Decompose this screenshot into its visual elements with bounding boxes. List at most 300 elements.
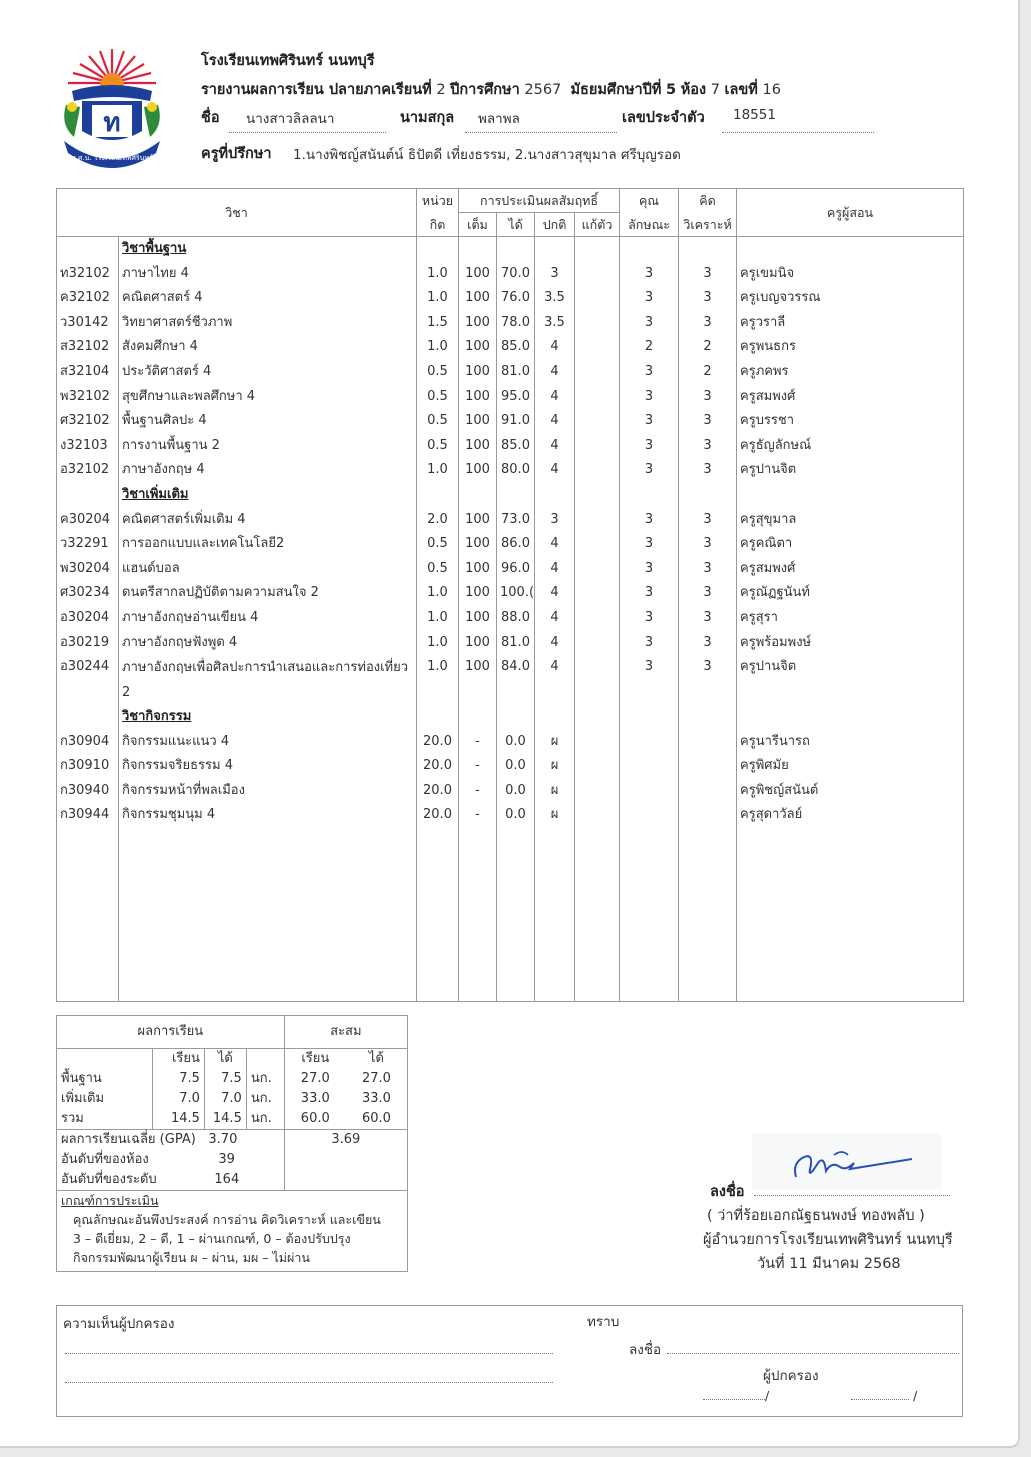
summary-study: 7.0 — [152, 1089, 204, 1109]
cell-credit: 1.0 — [417, 335, 459, 360]
class-rank-value: 39 — [218, 1152, 235, 1167]
table-row — [57, 581, 964, 606]
cell-got: 96.0 — [497, 557, 535, 582]
cell-full: 100 — [459, 409, 497, 434]
subject-code: อ30204 — [57, 606, 119, 631]
name-label: ชื่อ — [201, 110, 220, 126]
cell-normal: 4 — [535, 655, 575, 705]
cell-credit: 0.5 — [417, 409, 459, 434]
subject-code: อ30244 — [57, 655, 119, 705]
cell-credit: 0.5 — [417, 434, 459, 459]
table-row — [57, 262, 964, 287]
section-title: วิชาเพิ่มเติม — [119, 483, 417, 508]
summary-row — [57, 1089, 408, 1109]
cell-fix — [575, 779, 620, 804]
section-row — [57, 483, 964, 508]
teacher-name: ครูพิศมัย — [737, 754, 964, 779]
cell-full: 100 — [459, 335, 497, 360]
cell-full: 100 — [459, 606, 497, 631]
teacher-name: ครูบรรชา — [737, 409, 964, 434]
cell-think: 3 — [679, 385, 737, 410]
cell-think: 3 — [679, 557, 737, 582]
table-filler — [57, 828, 964, 1001]
criteria-line-1: คุณลักษณะอันพึงประสงค์ การอ่าน คิดวิเคราะห์ และเขียน — [73, 1212, 381, 1227]
subject-code: พ32102 — [57, 385, 119, 410]
subject-name: การออกแบบและเทคโนโลยี2 — [119, 532, 417, 557]
cell-char: 3 — [620, 311, 679, 336]
advisor-names: 1.นางพิชญ์สนันต์น์ ธิปัตดี เที่ยงธรรม, 2.นางสาวสุขุมาล ศรีบุญรอด — [293, 147, 681, 163]
director-sign-dotline — [754, 1195, 950, 1196]
cell-full: 100 — [459, 311, 497, 336]
subject-code: ว30142 — [57, 311, 119, 336]
cell-fix — [575, 730, 620, 755]
summary-got: 7.0 — [204, 1089, 246, 1109]
cell-think: 3 — [679, 311, 737, 336]
subject-name: แฮนด์บอล — [119, 557, 417, 582]
summary-got: 14.5 — [204, 1109, 246, 1130]
section-row — [57, 237, 964, 262]
cell-full: 100 — [459, 434, 497, 459]
normal-grade-header: ปกติ — [535, 213, 575, 237]
cell-got: 0.0 — [497, 803, 535, 828]
cell-got: 85.0 — [497, 335, 535, 360]
cell-normal: 4 — [535, 458, 575, 483]
level-rank-value: 164 — [214, 1172, 240, 1187]
cell-normal: 3.5 — [535, 311, 575, 336]
full-score-header: เต็ม — [459, 213, 497, 237]
subject-name: คณิตศาสตร์เพิ่มเติม 4 — [119, 508, 417, 533]
cell-got: 100.( — [497, 581, 535, 606]
grades-body — [57, 237, 964, 1002]
cell-normal: 4 — [535, 631, 575, 656]
name-dotline — [229, 132, 386, 133]
surname-label: นามสกุล — [400, 110, 455, 126]
cell-char: 2 — [620, 335, 679, 360]
cell-char: 3 — [620, 606, 679, 631]
id-dotline — [722, 132, 874, 133]
cell-char: 3 — [620, 655, 679, 705]
cell-think: 3 — [679, 606, 737, 631]
director-position: ผู้อำนวยการโรงเรียนเทพศิรินทร์ นนทบุรี — [703, 1232, 953, 1248]
student-id: 18551 — [733, 107, 776, 123]
director-signature — [752, 1133, 942, 1189]
table-row — [57, 730, 964, 755]
cell-credit: 0.5 — [417, 360, 459, 385]
cell-char: 3 — [620, 409, 679, 434]
cumulative-gpa-value: 3.69 — [284, 1130, 407, 1151]
teacher-name: ครูณัฏฐนันท์ — [737, 581, 964, 606]
summary-cum-study: 60.0 — [284, 1109, 346, 1130]
cumulative-header: สะสม — [284, 1016, 407, 1049]
cell-got: 78.0 — [497, 311, 535, 336]
summary-rows — [57, 1069, 408, 1130]
cell-credit: 1.5 — [417, 311, 459, 336]
cell-credit: 0.5 — [417, 557, 459, 582]
summary-cum-got: 33.0 — [361, 1091, 391, 1106]
results-header: ผลการเรียน — [137, 1024, 204, 1039]
subject-code: ค30204 — [57, 508, 119, 533]
cell-full: - — [459, 730, 497, 755]
cell-full: 100 — [459, 360, 497, 385]
student-surname: พลาพล — [478, 111, 520, 127]
cell-credit: 0.5 — [417, 385, 459, 410]
summary-table — [56, 1015, 408, 1272]
summary-cum-study: 27.0 — [284, 1069, 346, 1089]
cell-fix — [575, 581, 620, 606]
parent-sign-dotline[interactable] — [667, 1353, 959, 1354]
cell-full: - — [459, 754, 497, 779]
grades-table — [56, 188, 964, 1002]
director-name: ( ว่าที่ร้อยเอกณัฐธนพงษ์ ทองพลับ ) — [707, 1208, 925, 1224]
cell-credit: 20.0 — [417, 803, 459, 828]
cell-credit: 20.0 — [417, 754, 459, 779]
table-row — [57, 655, 964, 705]
summary-unit: นก. — [246, 1089, 284, 1109]
subject-name: การงานพื้นฐาน 2 — [119, 434, 417, 459]
cell-char — [620, 754, 679, 779]
table-row — [57, 803, 964, 828]
cell-full: 100 — [459, 262, 497, 287]
subject-name: ภาษาไทย 4 — [119, 262, 417, 287]
fix-grade-header: แก้ตัว — [575, 213, 620, 237]
subject-code: อ30219 — [57, 631, 119, 656]
cell-got: 73.0 — [497, 508, 535, 533]
teacher-name: ครูพิชญ์สนันต์ — [737, 779, 964, 804]
director-sign-label: ลงชื่อ — [710, 1184, 745, 1200]
table-row — [57, 335, 964, 360]
teacher-name: ครูเขมนิจ — [737, 262, 964, 287]
gpa-label: ผลการเรียนเฉลี่ย (GPA) — [57, 1130, 205, 1151]
cell-char: 3 — [620, 360, 679, 385]
cell-char: 3 — [620, 532, 679, 557]
table-row — [57, 434, 964, 459]
cell-think: 3 — [679, 409, 737, 434]
cell-normal: 3.5 — [535, 286, 575, 311]
cell-normal: 4 — [535, 360, 575, 385]
cell-credit: 1.0 — [417, 655, 459, 705]
cell-normal: 4 — [535, 557, 575, 582]
subject-code: ค32102 — [57, 286, 119, 311]
table-row — [57, 631, 964, 656]
cell-char — [620, 730, 679, 755]
cell-credit: 1.0 — [417, 581, 459, 606]
subject-code: ว32291 — [57, 532, 119, 557]
cell-got: 0.0 — [497, 779, 535, 804]
parent-date[interactable] — [703, 1388, 988, 1403]
logo-motto-text: ท.ศ.น. โรงเรียนเทพศิรินทร์ — [71, 154, 153, 162]
cell-got: 84.0 — [497, 655, 535, 705]
teacher-name: ครูสุขุมาล — [737, 508, 964, 533]
cell-credit: 20.0 — [417, 779, 459, 804]
surname-dotline — [465, 132, 617, 133]
cell-full: 100 — [459, 581, 497, 606]
subject-code: ก30904 — [57, 730, 119, 755]
section-title: วิชาพื้นฐาน — [119, 237, 417, 262]
subject-code: อ32102 — [57, 458, 119, 483]
cell-full: 100 — [459, 286, 497, 311]
cell-think — [679, 779, 737, 804]
cell-full: 100 — [459, 557, 497, 582]
subject-name: กิจกรรมชุมนุม 4 — [119, 803, 417, 828]
cell-got: 88.0 — [497, 606, 535, 631]
table-row — [57, 557, 964, 582]
cell-full: - — [459, 803, 497, 828]
cell-full: - — [459, 779, 497, 804]
teacher-header: ครูผู้สอน — [737, 189, 964, 237]
subject-name: ภาษาอังกฤษเพื่อศิลปะการนำเสนอและการท่องเที่ยว 2 — [119, 655, 417, 705]
summary-row — [57, 1109, 408, 1130]
teacher-name: ครูสุรา — [737, 606, 964, 631]
cell-think: 3 — [679, 508, 737, 533]
subject-code: ก30940 — [57, 779, 119, 804]
teacher-name: ครูนารีนารถ — [737, 730, 964, 755]
character-header-2: ลักษณะ — [620, 213, 679, 237]
cell-char: 3 — [620, 581, 679, 606]
acknowledge-label: ทราบ — [587, 1314, 620, 1330]
cell-fix — [575, 262, 620, 287]
cell-got: 76.0 — [497, 286, 535, 311]
cell-credit: 0.5 — [417, 532, 459, 557]
teacher-name: ครูคณิตา — [737, 532, 964, 557]
table-row — [57, 779, 964, 804]
criteria-line-3: กิจกรรมพัฒนาผู้เรียน ผ – ผ่าน, มผ – ไม่ผ่าน — [73, 1250, 310, 1265]
thinking-header-2: วิเคราะห์ — [679, 213, 737, 237]
teacher-name: ครูธัญลักษณ์ — [737, 434, 964, 459]
table-row — [57, 360, 964, 385]
advisor-label: ครูที่ปรึกษา — [201, 146, 272, 162]
cell-got: 0.0 — [497, 754, 535, 779]
subject-header: วิชา — [57, 189, 417, 237]
cell-char: 3 — [620, 262, 679, 287]
cell-think: 2 — [679, 360, 737, 385]
table-row — [57, 286, 964, 311]
table-row — [57, 311, 964, 336]
cell-normal: 4 — [535, 434, 575, 459]
section-title: วิชากิจกรรม — [119, 705, 417, 730]
cell-think: 3 — [679, 262, 737, 287]
cell-char: 3 — [620, 557, 679, 582]
cell-normal: 4 — [535, 409, 575, 434]
cell-credit: 1.0 — [417, 631, 459, 656]
summary-unit: นก. — [246, 1109, 284, 1130]
cell-got: 85.0 — [497, 434, 535, 459]
parent-comment-box — [56, 1305, 988, 1417]
summary-cum-study: 33.0 — [284, 1089, 346, 1109]
cell-fix — [575, 360, 620, 385]
summary-row-label: รวม — [61, 1111, 84, 1126]
cell-got: 81.0 — [497, 631, 535, 656]
cell-credit: 2.0 — [417, 508, 459, 533]
cell-full: 100 — [459, 655, 497, 705]
cell-normal: 4 — [535, 606, 575, 631]
cell-fix — [575, 311, 620, 336]
cell-full: 100 — [459, 458, 497, 483]
school-logo — [58, 45, 166, 173]
credit-header-1: หน่วย — [417, 189, 459, 213]
teacher-name: ครูวราลี — [737, 311, 964, 336]
cell-char: 3 — [620, 434, 679, 459]
summary-unit: นก. — [246, 1069, 284, 1089]
table-row — [57, 409, 964, 434]
section-row — [57, 705, 964, 730]
cell-fix — [575, 508, 620, 533]
summary-row-label: เพิ่มเติม — [61, 1091, 105, 1106]
cell-normal: 4 — [535, 335, 575, 360]
student-name: นางสาวลิลลนา — [246, 111, 335, 127]
cell-char — [620, 803, 679, 828]
gpa-value: 3.70 — [204, 1130, 284, 1151]
cell-normal: ผ — [535, 730, 575, 755]
cell-think: 3 — [679, 532, 737, 557]
comment-line-1[interactable] — [65, 1353, 553, 1354]
table-row — [57, 385, 964, 410]
criteria-line-2: 3 – ดีเยี่ยม, 2 – ดี, 1 – ผ่านเกณฑ์, 0 – ต้องปรับปรุง — [73, 1231, 351, 1246]
cell-think — [679, 754, 737, 779]
subject-code: ท32102 — [57, 262, 119, 287]
cell-char: 3 — [620, 286, 679, 311]
cell-normal: 4 — [535, 385, 575, 410]
summary-study: 7.5 — [152, 1069, 204, 1089]
cell-got: 86.0 — [497, 532, 535, 557]
cell-fix — [575, 434, 620, 459]
teacher-name: ครูสมพงศ์ — [737, 385, 964, 410]
cell-char: 3 — [620, 508, 679, 533]
cell-fix — [575, 655, 620, 705]
class-rank-label: อันดับที่ของห้อง — [61, 1152, 149, 1167]
cell-got: 80.0 — [497, 458, 535, 483]
cell-fix — [575, 335, 620, 360]
study-col-header: เรียน — [152, 1049, 204, 1070]
cell-char: 3 — [620, 458, 679, 483]
subject-name: ภาษาอังกฤษ 4 — [119, 458, 417, 483]
report-date: วันที่ 11 มีนาคม 2568 — [757, 1256, 901, 1272]
cell-think — [679, 803, 737, 828]
subject-name: สังคมศึกษา 4 — [119, 335, 417, 360]
date-slash: / / — [765, 1388, 988, 1403]
subject-code: ก30910 — [57, 754, 119, 779]
level-rank-label: อันดับที่ของระดับ — [61, 1172, 157, 1187]
cell-credit: 1.0 — [417, 262, 459, 287]
teacher-name: ครูพนธกร — [737, 335, 964, 360]
cell-char: 3 — [620, 631, 679, 656]
subject-name: ประวัติศาสตร์ 4 — [119, 360, 417, 385]
thinking-header-1: คิด — [679, 189, 737, 213]
cell-fix — [575, 606, 620, 631]
summary-row — [57, 1069, 408, 1089]
cell-got: 95.0 — [497, 385, 535, 410]
cell-got: 0.0 — [497, 730, 535, 755]
cell-think: 3 — [679, 581, 737, 606]
summary-cum-got: 60.0 — [361, 1111, 391, 1126]
cell-got: 91.0 — [497, 409, 535, 434]
cell-normal: ผ — [535, 803, 575, 828]
cell-full: 100 — [459, 532, 497, 557]
cell-fix — [575, 385, 620, 410]
cell-normal: 3 — [535, 508, 575, 533]
cell-think: 3 — [679, 434, 737, 459]
subject-name: คณิตศาสตร์ 4 — [119, 286, 417, 311]
subject-code: ก30944 — [57, 803, 119, 828]
table-row — [57, 606, 964, 631]
cum-study-col-header: เรียน — [284, 1049, 346, 1070]
teacher-name: ครูเบญจวรรณ — [737, 286, 964, 311]
character-header-1: คุณ — [620, 189, 679, 213]
table-row — [57, 532, 964, 557]
subject-name: วิทยาศาสตร์ชีวภาพ — [119, 311, 417, 336]
comment-line-2[interactable] — [65, 1382, 553, 1383]
subject-name: กิจกรรมแนะแนว 4 — [119, 730, 417, 755]
credit-header-2: กิต — [417, 213, 459, 237]
summary-row-label: พื้นฐาน — [61, 1071, 102, 1086]
cell-got: 70.0 — [497, 262, 535, 287]
cell-think — [679, 730, 737, 755]
svg-text:ท: ท — [103, 108, 121, 138]
subject-code: ง32103 — [57, 434, 119, 459]
school-name: โรงเรียนเทพศิรินทร์ นนทบุรี — [201, 53, 375, 69]
cell-fix — [575, 532, 620, 557]
cell-full: 100 — [459, 385, 497, 410]
cell-fix — [575, 458, 620, 483]
subject-name: ภาษาอังกฤษอ่านเขียน 4 — [119, 606, 417, 631]
table-row — [57, 754, 964, 779]
subject-name: พื้นฐานศิลปะ 4 — [119, 409, 417, 434]
subject-name: ดนตรีสากลปฏิบัติตามความสนใจ 2 — [119, 581, 417, 606]
teacher-name: ครูสุดาวัลย์ — [737, 803, 964, 828]
table-row — [57, 508, 964, 533]
summary-study: 14.5 — [152, 1109, 204, 1130]
teacher-name: ครูภคพร — [737, 360, 964, 385]
parent-sign-label: ลงชื่อ — [629, 1342, 662, 1358]
cell-think: 3 — [679, 286, 737, 311]
cell-char — [620, 779, 679, 804]
cell-fix — [575, 803, 620, 828]
parent-comment-label: ความเห็นผู้ปกครอง — [63, 1316, 175, 1332]
cell-full: 100 — [459, 508, 497, 533]
cell-think: 3 — [679, 655, 737, 705]
assessment-header: การประเมินผลสัมฤทธิ์ — [459, 189, 620, 213]
cell-fix — [575, 286, 620, 311]
cum-got-col-header: ได้ — [346, 1049, 408, 1070]
subject-code: ส32102 — [57, 335, 119, 360]
subject-name: ภาษาอังกฤษฟังพูด 4 — [119, 631, 417, 656]
cell-fix — [575, 631, 620, 656]
cell-fix — [575, 557, 620, 582]
teacher-name: ครูพร้อมพงษ์ — [737, 631, 964, 656]
criteria-title: เกณฑ์การประเมิน — [61, 1193, 159, 1208]
student-id-label: เลขประจำตัว — [622, 110, 705, 126]
subject-code: พ30204 — [57, 557, 119, 582]
cell-credit: 1.0 — [417, 286, 459, 311]
subject-code: ส32104 — [57, 360, 119, 385]
cell-fix — [575, 754, 620, 779]
parent-label: ผู้ปกครอง — [763, 1368, 819, 1384]
cell-credit: 1.0 — [417, 606, 459, 631]
cell-got: 81.0 — [497, 360, 535, 385]
teacher-name: ครูปานจิต — [737, 458, 964, 483]
cell-fix — [575, 409, 620, 434]
subject-name: สุขศึกษาและพลศึกษา 4 — [119, 385, 417, 410]
subject-name: กิจกรรมหน้าที่พลเมือง — [119, 779, 417, 804]
subject-code: ศ32102 — [57, 409, 119, 434]
cell-normal: ผ — [535, 779, 575, 804]
cell-think: 3 — [679, 631, 737, 656]
table-row — [57, 458, 964, 483]
cell-normal: 4 — [535, 532, 575, 557]
cell-normal: ผ — [535, 754, 575, 779]
cell-credit: 1.0 — [417, 458, 459, 483]
cell-normal: 4 — [535, 581, 575, 606]
teacher-name: ครูปานจิต — [737, 655, 964, 705]
